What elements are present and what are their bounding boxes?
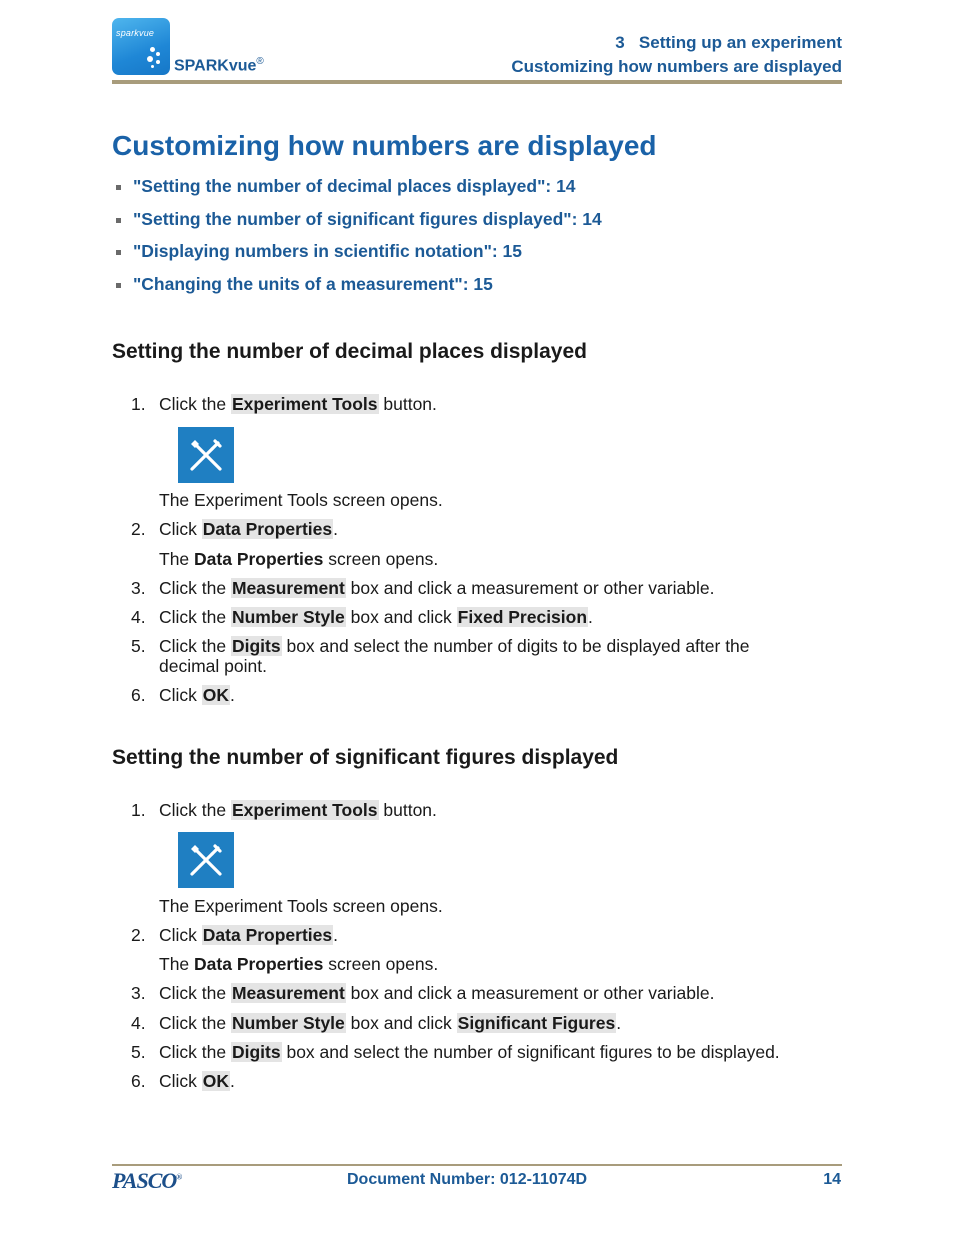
running-header: [511, 31, 842, 79]
document-number: Document Number: 012-11074D: [347, 1171, 588, 1188]
bullet-icon: [116, 283, 121, 288]
footer-rule: [112, 1164, 842, 1166]
toc-link-significant-figures[interactable]: "Setting the number of significant figures displayed": 14: [116, 209, 602, 242]
wrench-screwdriver-icon: [186, 840, 226, 880]
logo-text: sparkvue: [116, 28, 155, 38]
toc-link-decimal-places[interactable]: "Setting the number of decimal places displayed": 14: [116, 176, 602, 209]
experiment-tools-button[interactable]: [178, 832, 234, 888]
toc-list: [116, 176, 602, 306]
wrench-screwdriver-icon: [186, 435, 226, 475]
bullet-icon: [116, 218, 121, 223]
bullet-icon: [116, 250, 121, 255]
section-heading-decimal-places: Setting the number of decimal places displayed: [112, 340, 587, 363]
page-header: [112, 18, 842, 84]
page-number: 14: [823, 1171, 841, 1188]
product-name: SPARKvue®: [174, 56, 264, 75]
section-title: Customizing how numbers are displayed: [511, 57, 842, 76]
bullet-icon: [116, 185, 121, 190]
toc-link-scientific-notation[interactable]: "Displaying numbers in scientific notation": 15: [116, 241, 602, 274]
pasco-logo: PASCO®: [112, 1168, 182, 1193]
page-title: Customizing how numbers are displayed: [112, 130, 657, 161]
toc-link-changing-units[interactable]: "Changing the units of a measurement": 15: [116, 274, 602, 307]
chapter-title: 3 Setting up an experiment: [615, 33, 842, 52]
section-heading-significant-figures: Setting the number of significant figures displayed: [112, 746, 619, 769]
header-rule: [112, 80, 842, 84]
experiment-tools-button[interactable]: [178, 427, 234, 483]
sparkvue-logo: [112, 18, 170, 75]
